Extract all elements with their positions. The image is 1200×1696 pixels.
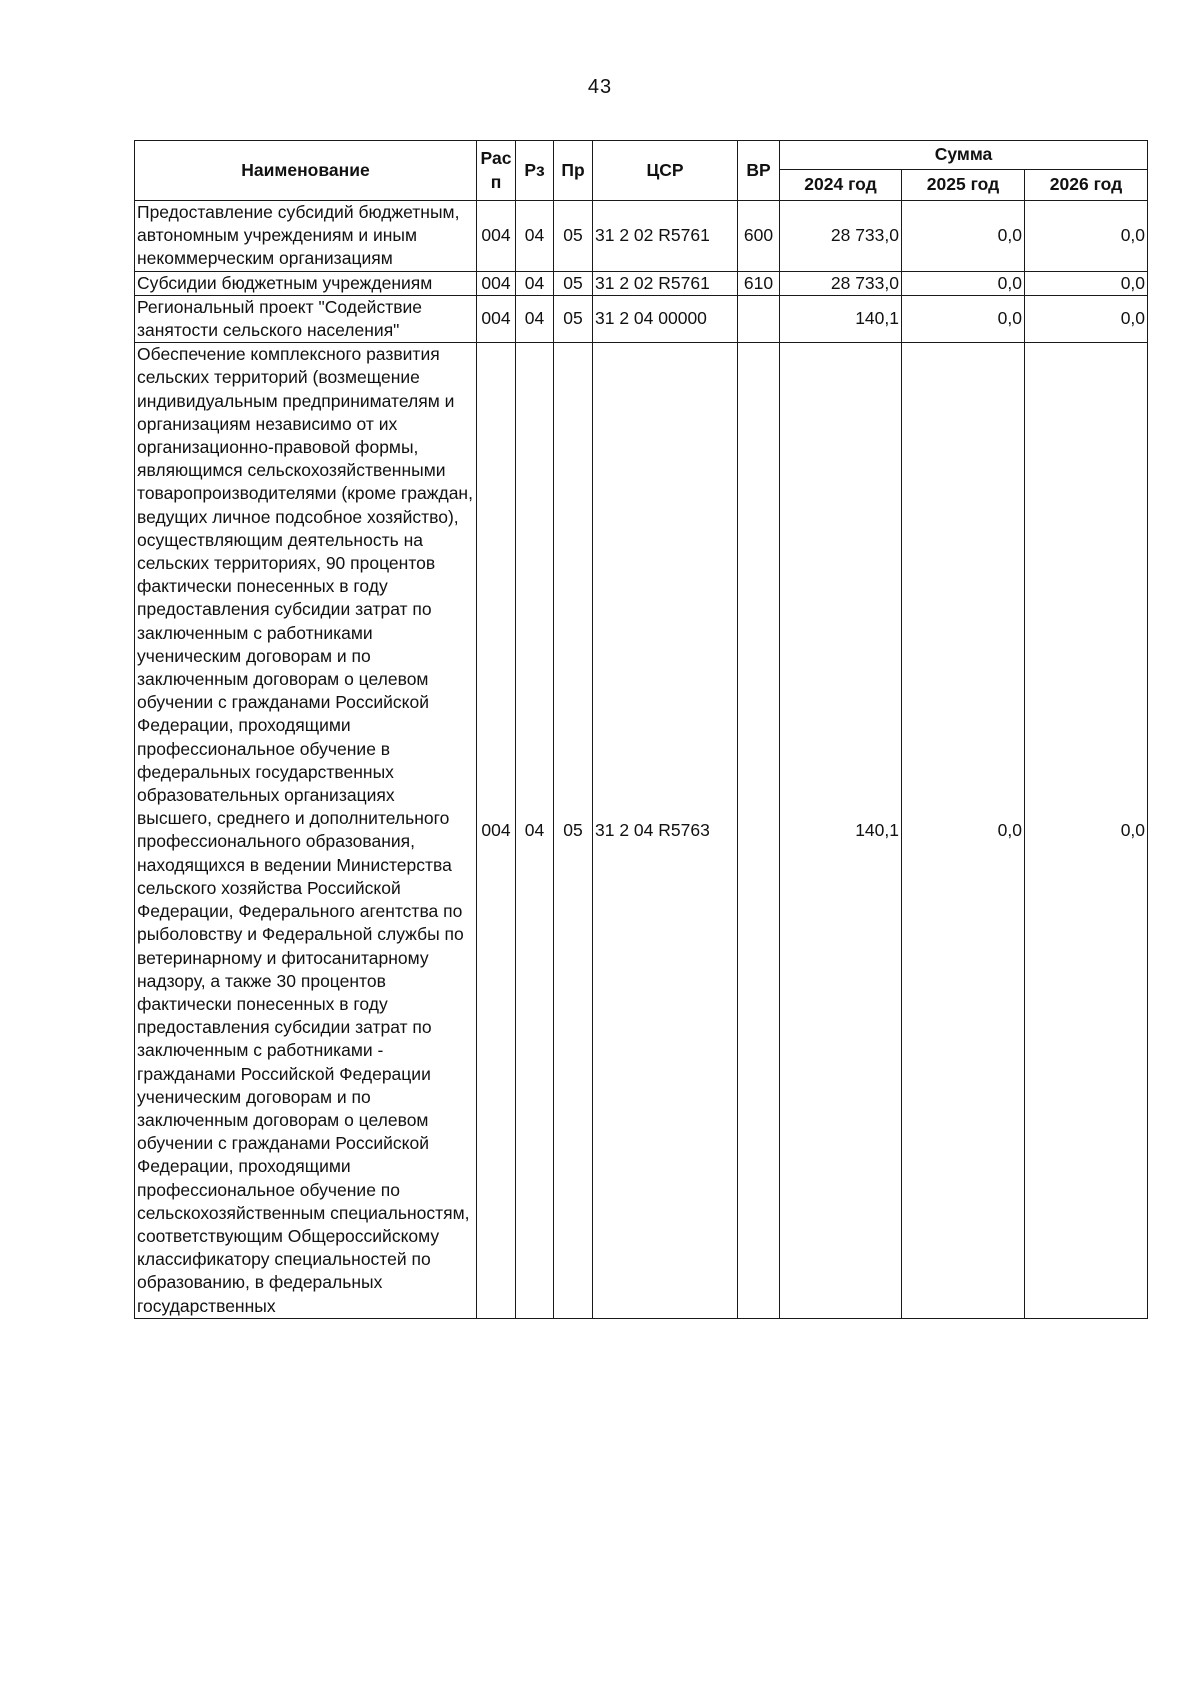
row-sum-2025: 0,0 xyxy=(902,295,1025,342)
row-sum-2024: 28 733,0 xyxy=(780,201,902,272)
table-row xyxy=(135,271,1148,295)
row-csr: 31 2 04 R5763 xyxy=(593,343,738,1319)
row-sum-2025: 0,0 xyxy=(902,343,1025,1319)
row-csr: 31 2 02 R5761 xyxy=(593,271,738,295)
row-name: Региональный проект "Содействие занятости сельского населения" xyxy=(135,295,477,342)
header-name: Наименование xyxy=(135,141,477,201)
header-pr: Пр xyxy=(554,141,593,201)
header-csr: ЦСР xyxy=(593,141,738,201)
row-rz: 04 xyxy=(516,295,554,342)
row-vr xyxy=(738,343,780,1319)
row-sum-2025: 0,0 xyxy=(902,271,1025,295)
header-year-2024: 2024 год xyxy=(780,170,902,201)
row-name: Субсидии бюджетным учреждениям xyxy=(135,271,477,295)
row-rasp: 004 xyxy=(477,295,516,342)
page-number: 43 xyxy=(587,76,613,98)
row-sum-2024: 28 733,0 xyxy=(780,271,902,295)
table-row xyxy=(135,295,1148,342)
row-sum-2026: 0,0 xyxy=(1025,295,1148,342)
row-pr: 05 xyxy=(554,271,593,295)
row-rasp: 004 xyxy=(477,201,516,272)
row-pr: 05 xyxy=(554,343,593,1319)
header-year-2026: 2026 год xyxy=(1025,170,1148,201)
row-rz: 04 xyxy=(516,271,554,295)
row-sum-2024: 140,1 xyxy=(780,295,902,342)
row-sum-2026: 0,0 xyxy=(1025,271,1148,295)
row-sum-2026: 0,0 xyxy=(1025,201,1148,272)
row-csr: 31 2 04 00000 xyxy=(593,295,738,342)
row-vr xyxy=(738,295,780,342)
row-rz: 04 xyxy=(516,343,554,1319)
row-sum-2025: 0,0 xyxy=(902,201,1025,272)
row-pr: 05 xyxy=(554,295,593,342)
row-sum-2026: 0,0 xyxy=(1025,343,1148,1319)
table-header-row xyxy=(135,141,1148,170)
header-year-2025: 2025 год xyxy=(902,170,1025,201)
row-name: Обеспечение комплексного развития сельских территорий (возмещение индивидуальным предпринимателям и организациям независимо от их организационно-правовой формы, являющимся сельскохозяйственными товаропроизводителями (кроме граждан, ведущих личное подсобное хозяйство), осуществляющим деятельность на сельских территориях, 90 процентов фактически понесенных в году предоставления субсидии затрат по заключенным с работниками ученическим договорам и по заключенным договорам о целевом обучении с гражданами Российской Федерации, проходящими профессиональное обучение в федеральных государственных образовательных организациях высшего, среднего и дополнительного профессионального образования, находящихся в ведении Министерства сельского хозяйства Российской Федерации, Федерального агентства по рыболовству и Федеральной службы по ветеринарному и фитосанитарному надзору, а также 30 процентов фактически понесенных в году предоставления субсидии затрат по заключенным с работниками - гражданами Российской Федерации ученическим договорам и по заключенным договорам о целевом обучении с гражданами Российской Федерации, проходящими профессиональное обучение по сельскохозяйственным специальностям, соответствующим Общероссийскому классификатору специальностей по образованию, в федеральных государственных xyxy=(135,343,477,1319)
table-row xyxy=(135,343,1148,1319)
row-rasp: 004 xyxy=(477,343,516,1319)
row-csr: 31 2 02 R5761 xyxy=(593,201,738,272)
budget-table xyxy=(134,140,1148,1319)
table-row xyxy=(135,201,1148,272)
header-rasp: Рас п xyxy=(477,141,516,201)
header-rz: Рз xyxy=(516,141,554,201)
row-pr: 05 xyxy=(554,201,593,272)
row-vr: 610 xyxy=(738,271,780,295)
row-rz: 04 xyxy=(516,201,554,272)
row-sum-2024: 140,1 xyxy=(780,343,902,1319)
row-vr: 600 xyxy=(738,201,780,272)
row-name: Предоставление субсидий бюджетным, автономным учреждениям и иным некоммерческим организациям xyxy=(135,201,477,272)
header-vr: ВР xyxy=(738,141,780,201)
row-rasp: 004 xyxy=(477,271,516,295)
header-sum: Сумма xyxy=(780,141,1148,170)
